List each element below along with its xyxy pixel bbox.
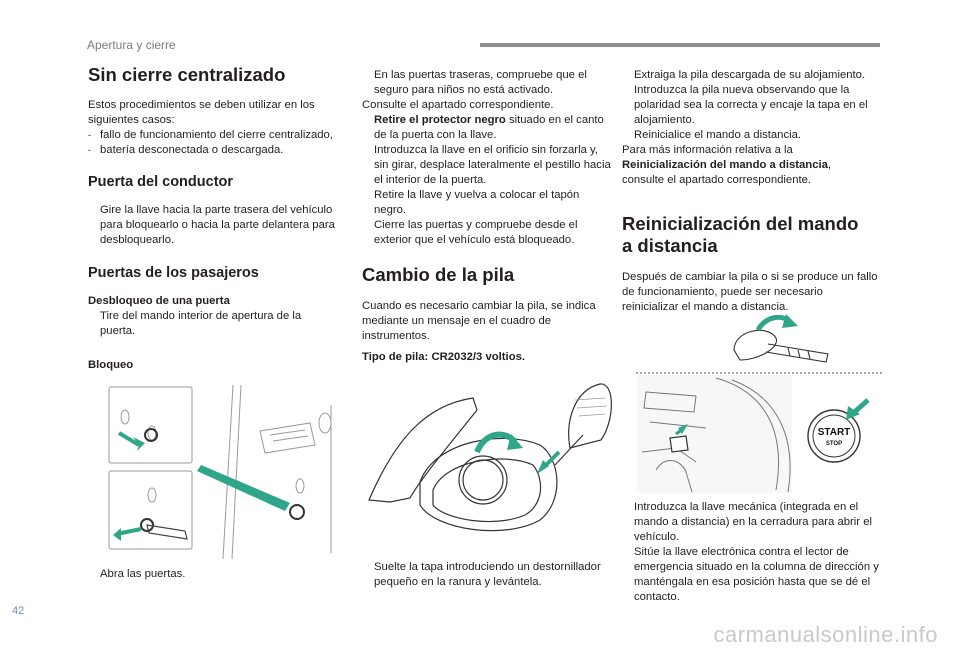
heading-battery-change: Cambio de la pila bbox=[362, 264, 515, 285]
start-label: START bbox=[817, 427, 851, 438]
see-section: Consulte el apartado correspondiente. bbox=[362, 99, 554, 111]
battery-intro: Cuando es necesario cambiar la pila, se indica mediante un mensaje en el cuadro de instrumentos. bbox=[362, 300, 596, 342]
heading-reinit-remote: Reinicialización del mando a distancia bbox=[622, 213, 859, 256]
intro-text: Estos procedimientos se deben utilizar en los siguientes casos: bbox=[88, 99, 315, 126]
step-driver: Gire la llave hacia la parte trasera del vehículo para bloquearlo o hacia la parte delantera para desbloquearlo. bbox=[100, 204, 335, 246]
step-remove-key: Retire la llave y vuelva a colocar el tapón negro. bbox=[374, 189, 580, 216]
section-header: Apertura y cierre bbox=[87, 38, 176, 52]
watermark: carmanualsonline.info bbox=[713, 622, 938, 647]
more-info-text: Para más información relativa a la bbox=[622, 144, 793, 156]
door-lock-illustration bbox=[105, 383, 345, 561]
heading-passenger-doors: Puertas de los pasajeros bbox=[88, 265, 259, 281]
heading-driver-door: Puerta del conductor bbox=[88, 174, 234, 190]
column-2 bbox=[362, 68, 614, 365]
step-close-doors: Cierre las puertas y compruebe desde el exterior que el vehículo está bloqueado. bbox=[374, 219, 578, 246]
step-place-electronic-key: Sitúe la llave electrónica contra el lector de emergencia situado en la columna de dirección y manténgala en esa posición hasta que se dé el contacto. bbox=[634, 546, 879, 603]
column-3-steps bbox=[622, 500, 882, 605]
key-fob-battery-illustration bbox=[365, 380, 615, 550]
column-1 bbox=[88, 64, 338, 373]
step-unlock: Tire del mando interior de apertura de la puerta. bbox=[100, 310, 302, 337]
release-step-block bbox=[362, 560, 614, 590]
step-extract-battery: Extraiga la pila descargada de su alojamiento. bbox=[634, 69, 866, 81]
more-info-link-text: Reinicialización del mando a distancia, bbox=[622, 159, 832, 171]
heading-unlock-door: Desbloqueo de una puerta bbox=[88, 295, 230, 307]
step-rear-doors: En las puertas traseras, compruebe que el seguro para niños no está activado. bbox=[374, 69, 587, 96]
step-insert-key: Introduzca la llave en el orificio sin forzarla y, sin girar, desplace lateralmente el pestillo hacia el interior de la puerta. bbox=[374, 144, 611, 186]
stop-label: STOP bbox=[825, 441, 843, 447]
header-divider bbox=[480, 43, 880, 47]
case-item: - batería desconectada o descargada. bbox=[88, 144, 284, 156]
page-number: 42 bbox=[12, 605, 25, 617]
reinit-intro: Después de cambiar la pila o si se produce un fallo de funcionamiento, puede ser necesario reinicializar el mando a distancia. bbox=[622, 271, 878, 313]
step-release-cover: Suelte la tapa introduciendo un destornillador pequeño en la ranura y levántela. bbox=[374, 561, 601, 588]
column-3 bbox=[622, 68, 882, 315]
heading-lock: Bloqueo bbox=[88, 359, 134, 371]
step-remove-cap: Retire el protector negro situado en el canto de la puerta con la llave. bbox=[374, 114, 604, 141]
steering-column-illustration bbox=[636, 372, 882, 494]
open-step-block bbox=[88, 567, 338, 582]
step-open-doors: Abra las puertas. bbox=[100, 568, 186, 580]
key-fob-key-illustration bbox=[728, 310, 838, 368]
step-insert-battery: Introduzca la pila nueva observando que la polaridad sea la correcta y encaje la tapa en el alojamiento. bbox=[634, 84, 868, 126]
battery-type: Tipo de pila: CR2032/3 voltios. bbox=[362, 351, 526, 363]
case-item: - fallo de funcionamiento del cierre centralizado, bbox=[88, 129, 333, 141]
see-section-3: consulte el apartado correspondiente. bbox=[622, 174, 812, 186]
step-mechanical-key: Introduzca la llave mecánica (integrada en el mando a distancia) en la cerradura para abrir el vehículo. bbox=[634, 501, 872, 543]
step-reinitialize: Reinicialice el mando a distancia. bbox=[634, 129, 802, 141]
title-sin-cierre: Sin cierre centralizado bbox=[88, 64, 286, 85]
